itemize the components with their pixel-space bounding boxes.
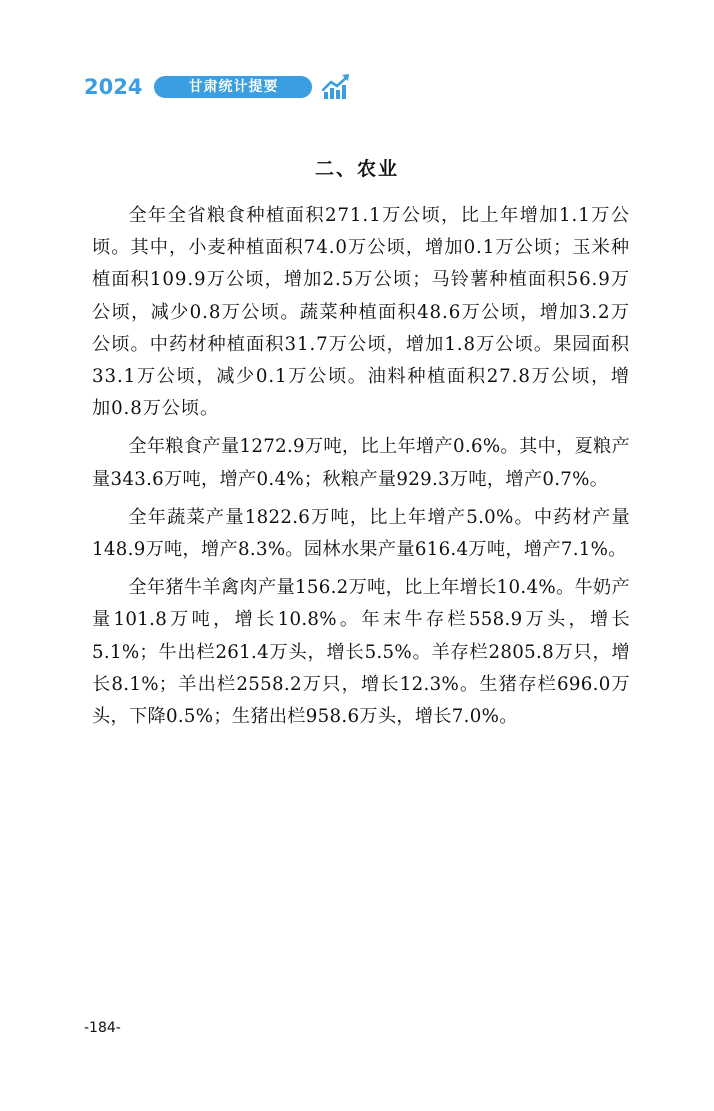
header-year: 2024 — [84, 75, 143, 99]
paragraph-livestock: 全年猪牛羊禽肉产量156.2万吨，比上年增长10.4%。牛奶产量101.8万吨，增长10.8%。年末牛存栏558.9万头，增长5.1%；牛出栏261.4万头，增长5.5%。羊存栏2805.8万只，增长8.1%；羊出栏2558.2万只，增长12.3%。生猪存栏696.0万头，下降0.5%；生猪出栏958.6万头，增长7.0%。 — [92, 577, 630, 728]
page-number: -184- — [84, 1020, 121, 1036]
paragraph-sown-area: 全年全省粮食种植面积271.1万公顷，比上年增加1.1万公顷。其中，小麦种植面积74.0万公顷，增加0.1万公顷；玉米种植面积109.9万公顷，增加2.5万公顷；马铃薯种植面积56.9万公顷，减少0.8万公顷。蔬菜种植面积48.6万公顷，增加3.2万公顷。中药材种植面积31.7万公顷，增加1.8万公顷。果园面积33.1万公顷，减少0.1万公顷。油料种植面积27.8万公顷，增加0.8万公顷。 — [92, 205, 630, 420]
paragraph-grain-output: 全年粮食产量1272.9万吨，比上年增产0.6%。其中，夏粮产量343.6万吨，增产0.4%；秋粮产量929.3万吨，增产0.7%。 — [92, 436, 630, 490]
body-text — [92, 200, 630, 739]
chart-up-icon — [322, 73, 350, 101]
section-title: 二、农业 — [314, 158, 399, 180]
publication-title-badge: 甘肃统计提要 — [154, 76, 312, 98]
page-header — [84, 72, 350, 102]
paragraph-vegetable-output: 全年蔬菜产量1822.6万吨，比上年增产5.0%。中药材产量148.9万吨，增产8.3%。园林水果产量616.4万吨，增产7.1%。 — [92, 506, 630, 561]
